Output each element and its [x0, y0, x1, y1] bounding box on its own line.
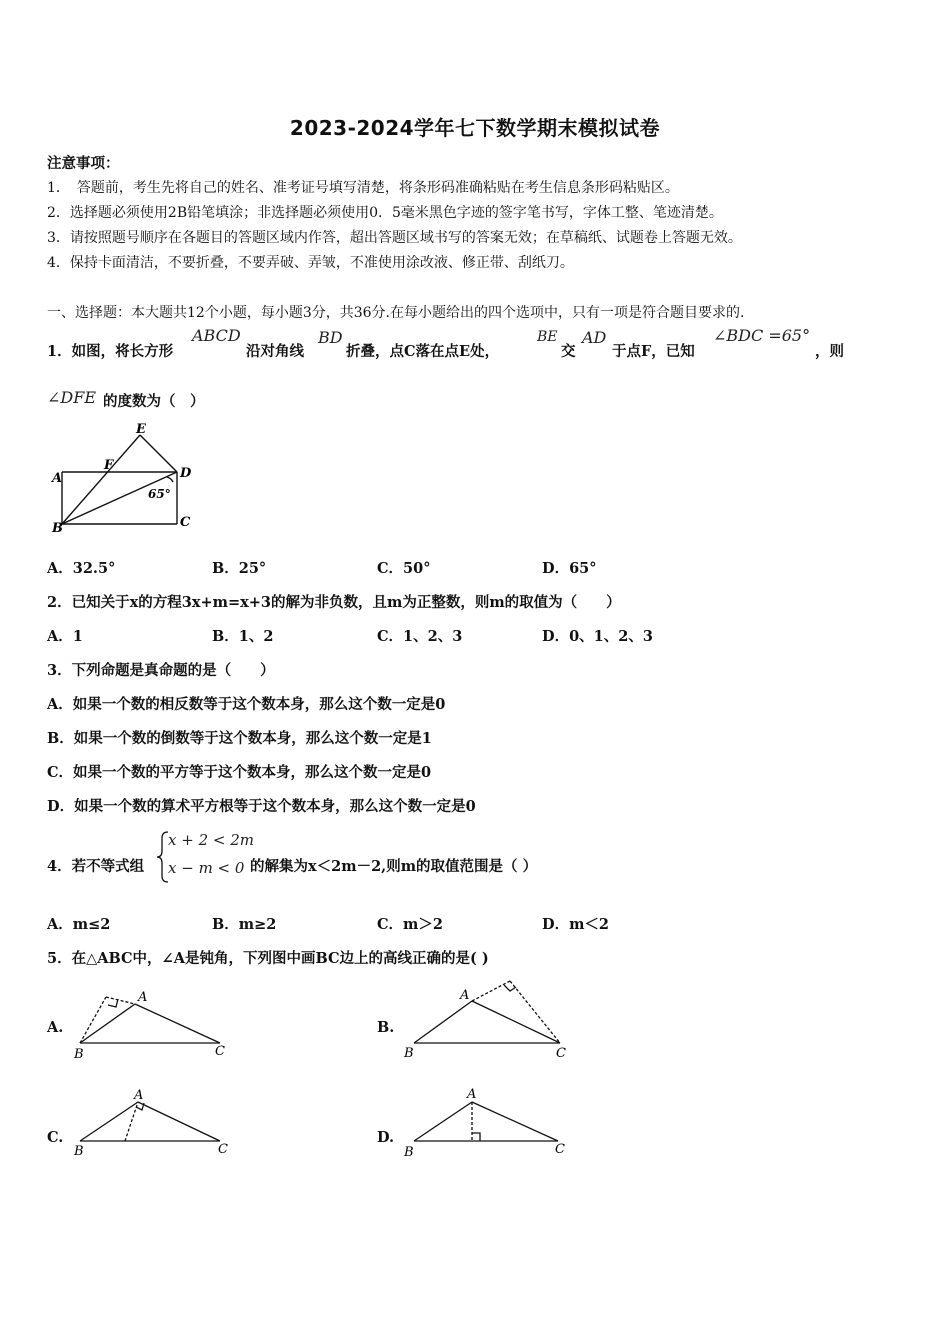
q5c-label-a: A	[134, 1088, 144, 1103]
q4-option-c[interactable]: C．m＞2	[377, 916, 443, 933]
q1-fig-label-e: E	[136, 422, 146, 437]
q5a-label-b: B	[74, 1047, 84, 1062]
q1-text-part5: 于点F，已知	[612, 343, 695, 360]
q1-fig-label-f: F	[104, 458, 114, 473]
q2-option-d[interactable]: D．0、1、2、3	[542, 628, 653, 645]
q1-math-ad: AD	[582, 328, 607, 347]
q1-fig-label-d: D	[180, 466, 192, 481]
q1-math-angle-dfe: ∠DFE	[47, 388, 97, 407]
q2-option-a[interactable]: A．1	[47, 628, 83, 645]
q2-text: 2．已知关于x的方程3x+m=x+3的解为非负数，且m为正整数，则m的取值为（ ）	[47, 594, 621, 611]
q4-option-d[interactable]: D．m＜2	[542, 916, 610, 933]
notice-heading: 注意事项：	[47, 155, 120, 172]
q1-text-part6: ，则	[815, 343, 844, 360]
q2-option-c[interactable]: C．1、2、3	[377, 628, 463, 645]
q1-math-abcd: ABCD	[192, 326, 241, 345]
q3-option-a[interactable]: A．如果一个数的相反数等于这个数本身，那么这个数一定是0	[47, 696, 446, 713]
q1-math-bd: BD	[318, 328, 343, 347]
q1-option-a[interactable]: A．32.5°	[47, 560, 116, 577]
q5-option-d-label[interactable]: D.	[377, 1129, 395, 1146]
section-header: 一、选择题：本大题共12个小题，每小题3分，共36分.在每小题给出的四个选项中，只有一项是符合题目要求的.	[47, 305, 745, 321]
q1-text-part3: 折叠，点C落在点E处，	[346, 343, 500, 360]
q1-fig-angle-label: 65°	[148, 487, 171, 501]
q1-option-c[interactable]: C．50°	[377, 560, 431, 577]
q4-inequality-2: x − m < 0	[168, 859, 245, 877]
q5b-label-a: A	[460, 988, 470, 1003]
q4-inequality-1: x + 2 < 2m	[168, 831, 254, 849]
q5-figure-c[interactable]	[70, 1085, 240, 1165]
q5a-label-a: A	[138, 990, 148, 1005]
q1-option-d[interactable]: D．65°	[542, 560, 597, 577]
q1-text-part7: 的度数为（ ）	[103, 393, 205, 410]
q1-fig-label-b: B	[52, 521, 63, 536]
q4-text-part1: 4．若不等式组	[47, 858, 145, 875]
q5b-label-b: B	[404, 1046, 414, 1061]
notice-item-3: 3．请按照题号顺序在各题目的答题区域内作答，超出答题区域书写的答案无效；在草稿纸、试题卷上答题无效。	[47, 230, 742, 246]
q1-fig-label-c: C	[180, 515, 191, 530]
q1-math-angle-bdc: ∠BDC =65°	[713, 326, 811, 345]
q4-option-a[interactable]: A．m≤2	[47, 916, 111, 933]
q4-text-part2: 的解集为x＜2m－2,则m的取值范围是（ ）	[250, 858, 538, 875]
q5-figure-a[interactable]	[70, 985, 240, 1065]
q5-figure-d[interactable]	[400, 1082, 580, 1167]
q5-option-c-label[interactable]: C.	[47, 1129, 64, 1146]
q3-option-b[interactable]: B．如果一个数的倒数等于这个数本身，那么这个数一定是1	[47, 730, 432, 747]
page-title: 2023-2024学年七下数学期末模拟试卷	[289, 116, 661, 140]
q3-text: 3．下列命题是真命题的是（ ）	[47, 662, 275, 679]
q1-fig-label-a: A	[52, 471, 63, 486]
q2-option-b[interactable]: B．1、2	[212, 628, 274, 645]
q1-figure	[50, 420, 210, 540]
q1-option-b[interactable]: B．25°	[212, 560, 267, 577]
notice-item-1: 1． 答题前，考生先将自己的姓名、准考证号填写清楚，将条形码准确粘贴在考生信息条形码粘贴区。	[47, 180, 679, 196]
q5c-label-c: C	[218, 1142, 228, 1157]
q1-text-part1: 1．如图，将长方形	[47, 343, 174, 360]
q4-option-b[interactable]: B．m≥2	[212, 916, 277, 933]
q1-text-part4: 交	[561, 343, 576, 360]
q5-option-a-label[interactable]: A.	[47, 1019, 64, 1036]
q5b-label-c: C	[556, 1046, 566, 1061]
notice-item-2: 2．选择题必须使用2B铅笔填涂；非选择题必须使用0．5毫米黑色字迹的签字笔书写，字体工整、笔迹清楚。	[47, 205, 723, 221]
q3-option-d[interactable]: D．如果一个数的算术平方根等于这个数本身，那么这个数一定是0	[47, 798, 476, 815]
q5d-label-a: A	[467, 1087, 477, 1102]
q5c-label-b: B	[74, 1144, 84, 1159]
q5-text: 5．在△ABC中，∠A是钝角，下列图中画BC边上的高线正确的是( )	[47, 950, 489, 967]
q5d-label-c: C	[555, 1142, 565, 1157]
q5a-label-c: C	[215, 1044, 225, 1059]
q5-option-b-label[interactable]: B.	[377, 1019, 395, 1036]
q3-option-c[interactable]: C．如果一个数的平方等于这个数本身，那么这个数一定是0	[47, 764, 432, 781]
q1-math-be: BE	[537, 329, 558, 345]
notice-item-4: 4．保持卡面清洁，不要折叠，不要弄破、弄皱，不准使用涂改液、修正带、刮纸刀。	[47, 255, 574, 271]
q1-text-part2: 沿对角线	[246, 343, 304, 360]
q5-figure-b[interactable]	[400, 975, 580, 1065]
q5d-label-b: B	[404, 1145, 414, 1160]
